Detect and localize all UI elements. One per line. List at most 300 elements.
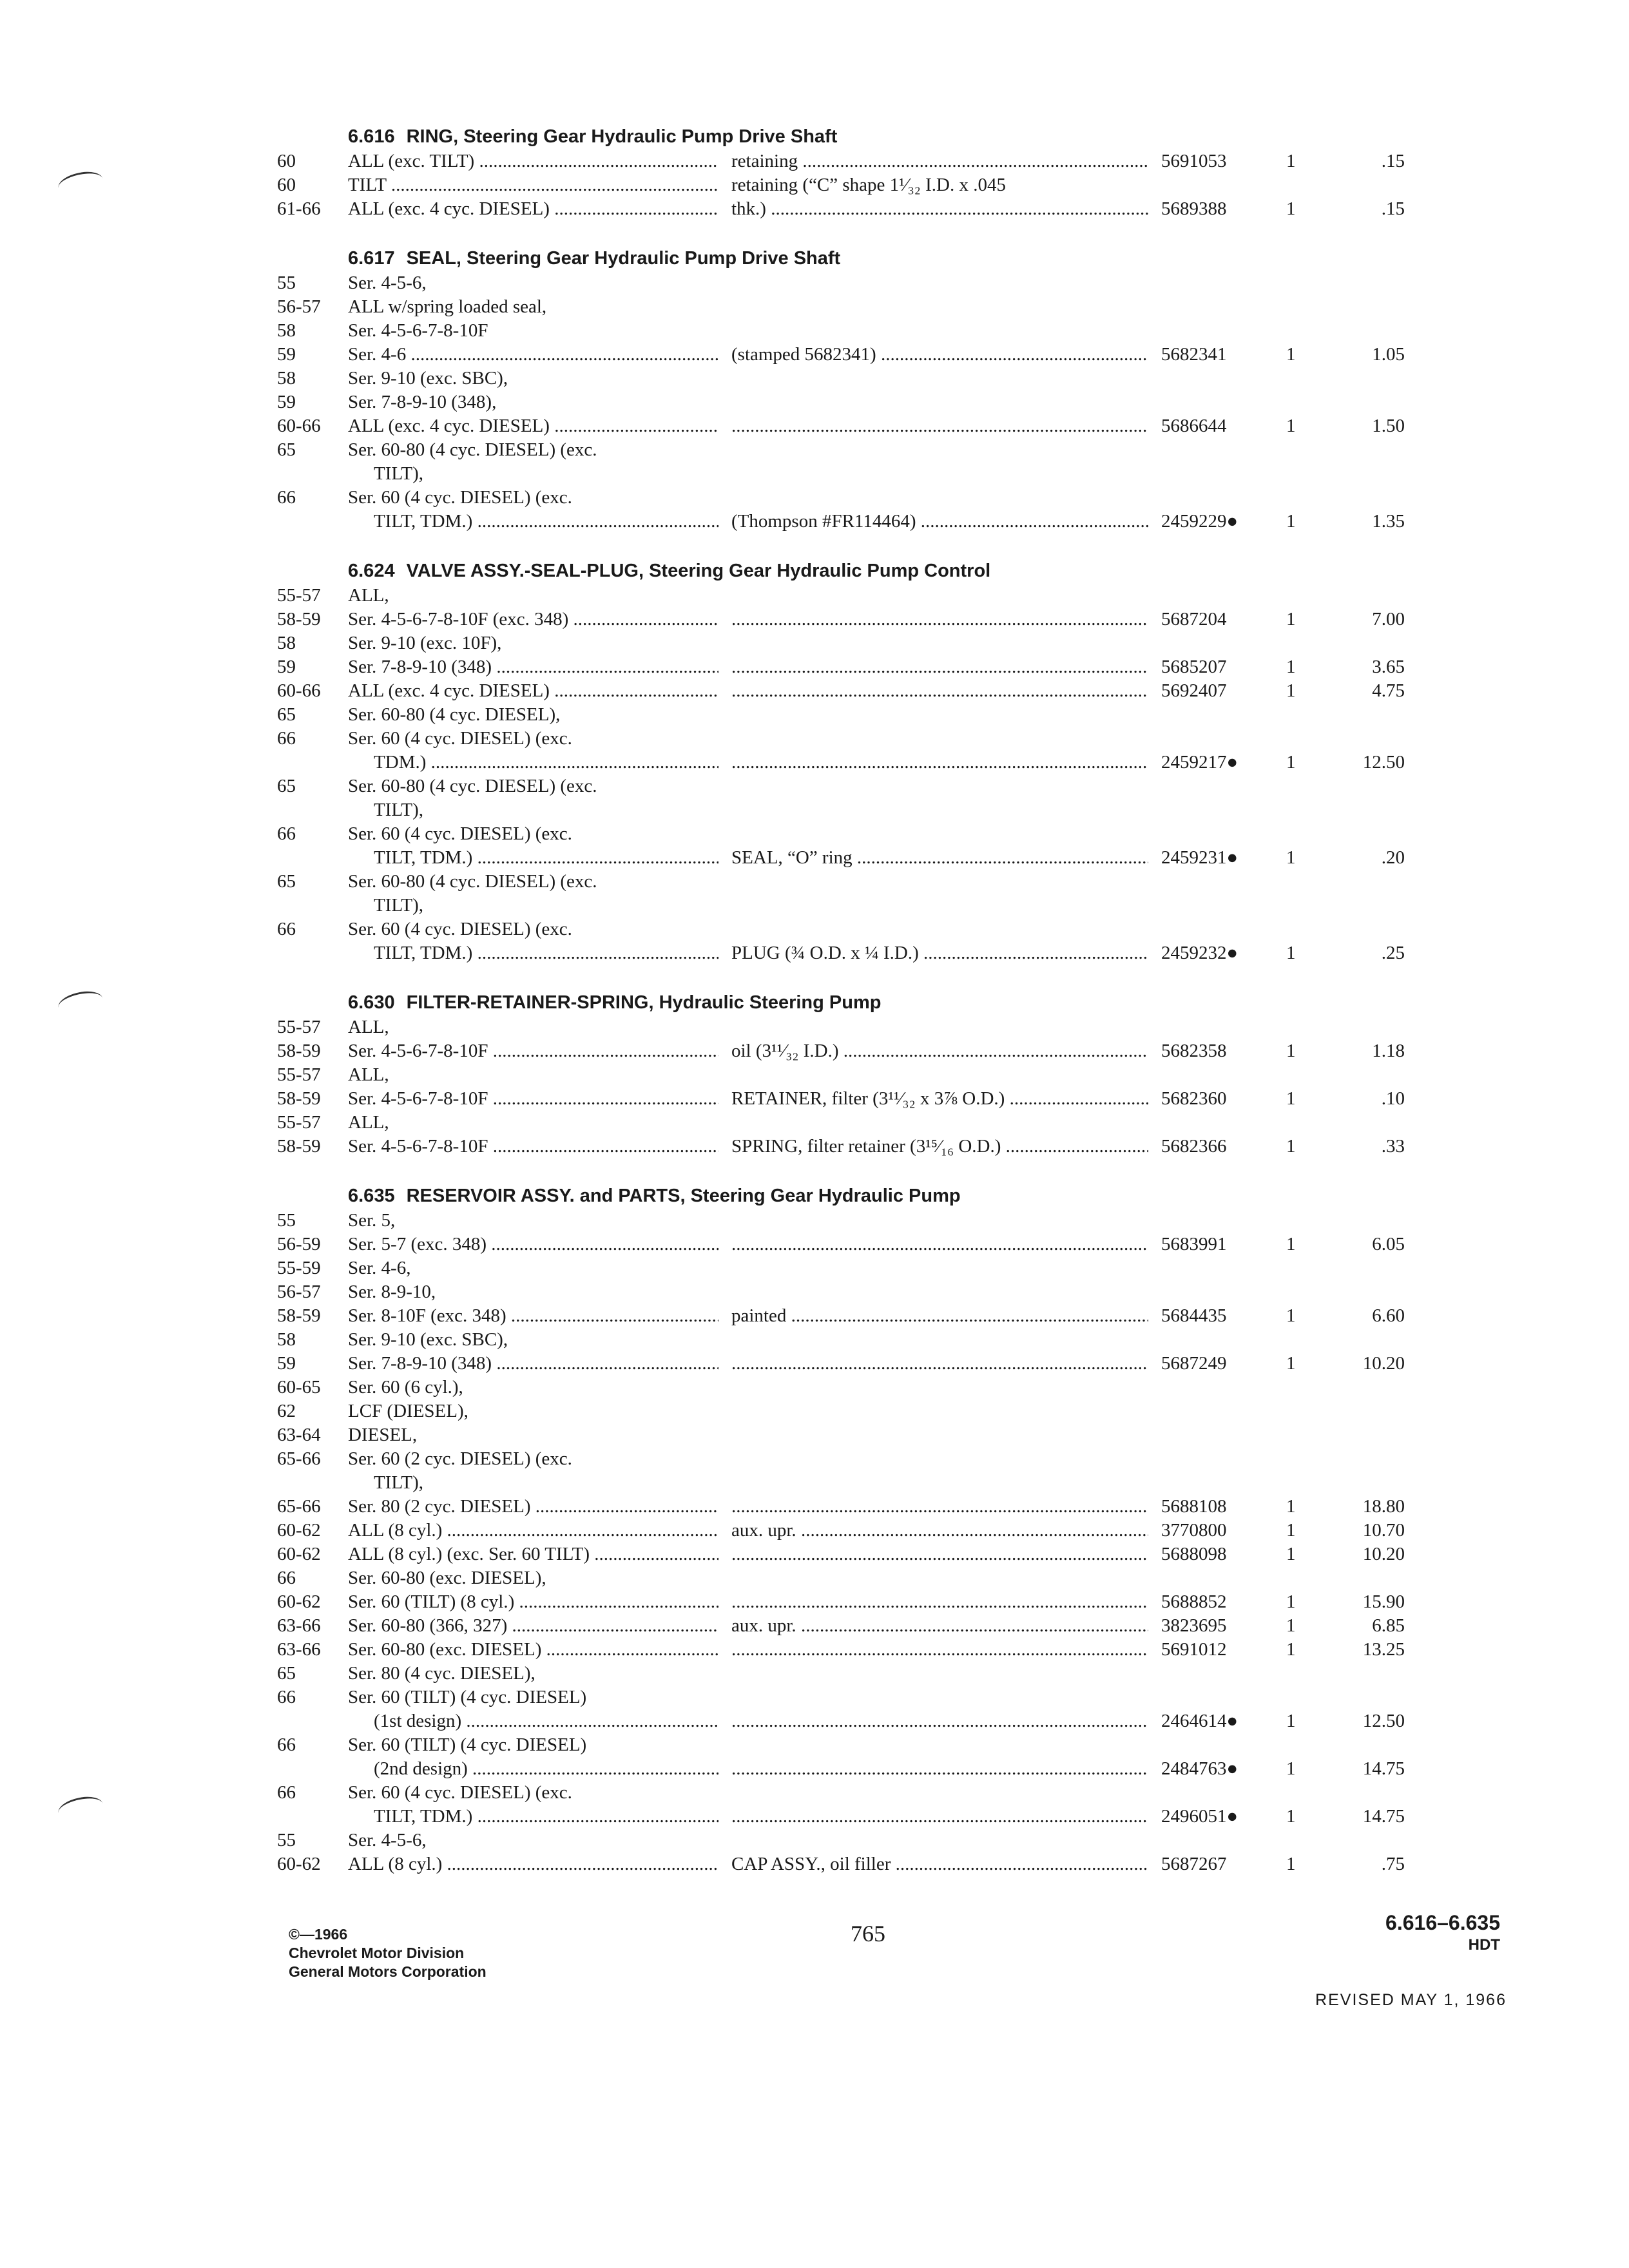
part-number: 3770800 xyxy=(1161,1520,1227,1541)
part-number: 5688098 xyxy=(1161,1544,1227,1564)
part-number: 5687267 xyxy=(1161,1854,1227,1874)
application: TILT ..... xyxy=(348,173,718,197)
model-years: 65-66 xyxy=(277,1496,321,1517)
description: retaining (“C” shape 1¹⁄₃₂ I.D. x .045 xyxy=(731,175,1006,195)
application: Ser. 60 (TILT) (4 cyc. DIESEL) xyxy=(348,1735,587,1755)
quantity: 1 xyxy=(1286,680,1296,701)
parts-row xyxy=(277,703,1540,727)
parts-row xyxy=(277,1805,1540,1829)
part-number: 2459232● xyxy=(1161,943,1239,963)
application: ALL (exc. 4 cyc. DIESEL) ..... xyxy=(348,679,718,703)
parts-row xyxy=(277,774,1540,798)
description: (Thompson #FR114464) ..... xyxy=(731,510,1148,533)
list-price: .10 xyxy=(1381,1088,1405,1109)
application: Ser. 60 (2 cyc. DIESEL) (exc. xyxy=(348,1448,572,1469)
model-years: 66 xyxy=(277,919,296,939)
catalog-section xyxy=(277,1183,1540,1876)
list-price: 6.05 xyxy=(1372,1234,1405,1254)
application: ALL, xyxy=(348,1112,389,1133)
punch-hole-mark xyxy=(56,988,104,1018)
parts-row xyxy=(277,197,1540,221)
application: Ser. 60-80 (4 cyc. DIESEL) (exc. xyxy=(348,871,597,892)
application: Ser. 60 (TILT) (4 cyc. DIESEL) xyxy=(348,1687,587,1707)
model-years: 60 xyxy=(277,175,296,195)
quantity: 1 xyxy=(1286,511,1296,532)
description: CAP ASSY., oil filler ..... xyxy=(731,1852,1148,1876)
parts-row xyxy=(277,655,1540,679)
model-years: 55-57 xyxy=(277,1017,321,1037)
section-range-block xyxy=(1385,1910,1500,1955)
quantity: 1 xyxy=(1286,1496,1296,1517)
part-number: 5691012 xyxy=(1161,1639,1227,1660)
model-years: 66 xyxy=(277,1568,296,1588)
section-number: 6.624 xyxy=(348,561,395,581)
model-years: 65 xyxy=(277,1663,296,1684)
application: ALL, xyxy=(348,1017,389,1037)
parts-row xyxy=(277,1328,1540,1352)
application: ALL (8 cyl.) (exc. Ser. 60 TILT) ..... xyxy=(348,1542,718,1566)
application: Ser. 7-8-9-10 (348), xyxy=(348,392,497,412)
parts-row xyxy=(277,295,1540,319)
application: TILT, TDM.) ..... xyxy=(374,941,718,965)
quantity: 1 xyxy=(1286,609,1296,629)
parts-row xyxy=(277,941,1540,965)
section-title: RESERVOIR ASSY. and PARTS, Steering Gear Hydraulic Pump xyxy=(406,1186,961,1206)
parts-listing xyxy=(277,124,1540,1901)
section-heading xyxy=(348,990,1540,1015)
parts-row xyxy=(277,798,1540,822)
parts-row xyxy=(277,1662,1540,1686)
catalog-section xyxy=(277,558,1540,965)
model-years: 60-65 xyxy=(277,1377,321,1398)
model-years: 55 xyxy=(277,1830,296,1850)
section-number: 6.616 xyxy=(348,126,395,147)
section-heading xyxy=(348,1183,1540,1209)
parts-row xyxy=(277,1111,1540,1135)
parts-row xyxy=(277,822,1540,846)
application: (1st design) ..... xyxy=(374,1709,718,1733)
model-years: 59 xyxy=(277,392,296,412)
application: TILT), xyxy=(374,800,424,820)
division-name: Chevrolet Motor Division xyxy=(289,1945,465,1961)
part-number: 5691053 xyxy=(1161,151,1227,171)
application: Ser. 80 (4 cyc. DIESEL), xyxy=(348,1663,535,1684)
parts-row xyxy=(277,1447,1540,1471)
application: ALL (8 cyl.) ..... xyxy=(348,1852,718,1876)
model-years: 60-62 xyxy=(277,1854,321,1874)
parts-row xyxy=(277,918,1540,941)
application: Ser. 5, xyxy=(348,1210,396,1231)
model-years: 66 xyxy=(277,487,296,508)
parts-row xyxy=(277,1757,1540,1781)
description: retaining ..... xyxy=(731,149,1148,173)
parts-row xyxy=(277,1614,1540,1638)
quantity: 1 xyxy=(1286,198,1296,219)
application: Ser. 4-5-6-7-8-10F (exc. 348) ..... xyxy=(348,608,718,631)
parts-row xyxy=(277,679,1540,703)
description: aux. upr. ..... xyxy=(731,1614,1148,1638)
publisher-block xyxy=(289,1925,487,1981)
application: Ser. 60 (4 cyc. DIESEL) (exc. xyxy=(348,823,572,844)
description xyxy=(731,1805,1148,1829)
parts-row xyxy=(277,1256,1540,1280)
quantity: 1 xyxy=(1286,1854,1296,1874)
parts-row xyxy=(277,1015,1540,1039)
parts-row xyxy=(277,510,1540,533)
model-years: 63-66 xyxy=(277,1615,321,1636)
model-years: 55-57 xyxy=(277,1064,321,1085)
revision-date: REVISED MAY 1, 1966 xyxy=(1315,1991,1507,2009)
application: Ser. 60 (4 cyc. DIESEL) (exc. xyxy=(348,919,572,939)
list-price: 6.60 xyxy=(1372,1305,1405,1326)
part-number: 2459217● xyxy=(1161,752,1239,773)
model-years: 65 xyxy=(277,439,296,460)
part-number: 5687204 xyxy=(1161,609,1227,629)
model-years: 58 xyxy=(277,1329,296,1350)
list-price: .15 xyxy=(1381,198,1405,219)
list-price: 7.00 xyxy=(1372,609,1405,629)
list-price: .33 xyxy=(1381,1136,1405,1157)
model-years: 63-66 xyxy=(277,1639,321,1660)
parts-row xyxy=(277,1733,1540,1757)
parts-row xyxy=(277,1063,1540,1087)
description xyxy=(731,1590,1148,1614)
model-years: 59 xyxy=(277,1353,296,1374)
model-years: 66 xyxy=(277,1782,296,1803)
section-heading xyxy=(348,245,1540,271)
copyright: ©—1966 xyxy=(289,1926,348,1943)
application: ALL, xyxy=(348,1064,389,1085)
application: Ser. 5-7 (exc. 348) ..... xyxy=(348,1233,718,1256)
part-number: 5686644 xyxy=(1161,416,1227,436)
model-years: 55-57 xyxy=(277,1112,321,1133)
list-price: 10.20 xyxy=(1362,1353,1405,1374)
application: Ser. 60-80 (exc. DIESEL), xyxy=(348,1568,546,1588)
section-number: 6.617 xyxy=(348,248,395,269)
quantity: 1 xyxy=(1286,1639,1296,1660)
model-years: 58-59 xyxy=(277,1305,321,1326)
application: ALL (exc. 4 cyc. DIESEL) ..... xyxy=(348,414,718,438)
quantity: 1 xyxy=(1286,151,1296,171)
part-number: 2464614● xyxy=(1161,1711,1239,1731)
quantity: 1 xyxy=(1286,1758,1296,1779)
parts-row xyxy=(277,1566,1540,1590)
description xyxy=(731,1542,1148,1566)
application: Ser. 60-80 (366, 327) ..... xyxy=(348,1614,718,1638)
punch-hole-mark xyxy=(56,168,104,198)
model-years: 63-64 xyxy=(277,1425,321,1445)
application: Ser. 60 (6 cyl.), xyxy=(348,1377,463,1398)
part-number: 5688108 xyxy=(1161,1496,1227,1517)
model-years: 59 xyxy=(277,657,296,677)
quantity: 1 xyxy=(1286,1806,1296,1827)
application: Ser. 4-5-6-7-8-10F ..... xyxy=(348,1087,718,1111)
application: Ser. 7-8-9-10 (348) ..... xyxy=(348,1352,718,1376)
list-price: .25 xyxy=(1381,943,1405,963)
parts-row xyxy=(277,846,1540,870)
model-years: 65 xyxy=(277,871,296,892)
model-years: 59 xyxy=(277,344,296,365)
section-title: RING, Steering Gear Hydraulic Pump Drive Shaft xyxy=(406,126,838,147)
model-years: 65 xyxy=(277,704,296,725)
list-price: 10.70 xyxy=(1362,1520,1405,1541)
model-years: 58 xyxy=(277,368,296,389)
application: Ser. 60 (4 cyc. DIESEL) (exc. xyxy=(348,728,572,749)
parts-row xyxy=(277,870,1540,894)
application: Ser. 80 (2 cyc. DIESEL) ..... xyxy=(348,1495,718,1519)
description: RETAINER, filter (3¹¹⁄₃₂ x 3⅞ O.D.) ..... xyxy=(731,1087,1148,1111)
section-title: FILTER-RETAINER-SPRING, Hydraulic Steering Pump xyxy=(406,992,882,1013)
description: PLUG (¾ O.D. x ¼ I.D.) ..... xyxy=(731,941,1148,965)
parts-row xyxy=(277,319,1540,343)
part-number: 5685207 xyxy=(1161,657,1227,677)
list-price: 4.75 xyxy=(1372,680,1405,701)
part-number: 5682358 xyxy=(1161,1041,1227,1061)
parts-row xyxy=(277,584,1540,608)
model-years: 55-57 xyxy=(277,585,321,606)
application: Ser. 60-80 (4 cyc. DIESEL) (exc. xyxy=(348,439,597,460)
application: TILT), xyxy=(374,895,424,916)
quantity: 1 xyxy=(1286,1136,1296,1157)
quantity: 1 xyxy=(1286,1520,1296,1541)
part-number: 5688852 xyxy=(1161,1591,1227,1612)
section-heading xyxy=(348,124,1540,149)
quantity: 1 xyxy=(1286,752,1296,773)
description: aux. upr. ..... xyxy=(731,1519,1148,1542)
model-years: 66 xyxy=(277,728,296,749)
part-number: 5683991 xyxy=(1161,1234,1227,1254)
application: Ser. 4-5-6-7-8-10F ..... xyxy=(348,1135,718,1158)
model-years: 55 xyxy=(277,273,296,293)
application: Ser. 4-5-6, xyxy=(348,273,427,293)
parts-row xyxy=(277,1423,1540,1447)
application: Ser. 4-6, xyxy=(348,1258,411,1278)
description xyxy=(731,1495,1148,1519)
application: ALL w/spring loaded seal, xyxy=(348,296,547,317)
description xyxy=(731,608,1148,631)
description xyxy=(731,751,1148,774)
parts-row xyxy=(277,1233,1540,1256)
description: oil (3¹¹⁄₃₂ I.D.) ..... xyxy=(731,1039,1148,1063)
application: TILT), xyxy=(374,463,424,484)
application: Ser. 60 (4 cyc. DIESEL) (exc. xyxy=(348,1782,572,1803)
application: Ser. 60 (TILT) (8 cyl.) ..... xyxy=(348,1590,718,1614)
model-years: 65 xyxy=(277,776,296,796)
part-number: 2459231● xyxy=(1161,847,1239,868)
application: DIESEL, xyxy=(348,1425,418,1445)
parts-row xyxy=(277,751,1540,774)
application: TILT, TDM.) ..... xyxy=(374,1805,718,1829)
description: (stamped 5682341) ..... xyxy=(731,343,1148,367)
application: LCF (DIESEL), xyxy=(348,1401,468,1421)
quantity: 1 xyxy=(1286,1234,1296,1254)
parts-row xyxy=(277,1087,1540,1111)
description xyxy=(731,1709,1148,1733)
punch-hole-mark xyxy=(56,1793,104,1823)
parts-row xyxy=(277,1135,1540,1158)
model-years: 56-57 xyxy=(277,1282,321,1302)
list-price: 18.80 xyxy=(1362,1496,1405,1517)
application: Ser. 60-80 (exc. DIESEL) ..... xyxy=(348,1638,718,1662)
parts-row xyxy=(277,1852,1540,1876)
parts-row xyxy=(277,631,1540,655)
model-years: 58-59 xyxy=(277,609,321,629)
quantity: 1 xyxy=(1286,943,1296,963)
section-title: VALVE ASSY.-SEAL-PLUG, Steering Gear Hydraulic Pump Control xyxy=(406,561,991,581)
parts-row xyxy=(277,486,1540,510)
application: (2nd design) ..... xyxy=(374,1757,718,1781)
description: painted ..... xyxy=(731,1304,1148,1328)
quantity: 1 xyxy=(1286,657,1296,677)
parts-row xyxy=(277,462,1540,486)
model-years: 60-66 xyxy=(277,416,321,436)
list-price: 1.18 xyxy=(1372,1041,1405,1061)
application: ALL (8 cyl.) ..... xyxy=(348,1519,718,1542)
section-number: 6.630 xyxy=(348,992,395,1013)
model-years: 66 xyxy=(277,1687,296,1707)
part-number: 5689388 xyxy=(1161,198,1227,219)
parts-row xyxy=(277,1039,1540,1063)
parts-row xyxy=(277,1471,1540,1495)
application: Ser. 8-10F (exc. 348) ..... xyxy=(348,1304,718,1328)
parts-row xyxy=(277,1590,1540,1614)
application: Ser. 8-9-10, xyxy=(348,1282,436,1302)
application: Ser. 60-80 (4 cyc. DIESEL), xyxy=(348,704,561,725)
model-years: 61-66 xyxy=(277,198,321,219)
list-price: 3.65 xyxy=(1372,657,1405,677)
model-years: 58 xyxy=(277,320,296,341)
parts-row xyxy=(277,1638,1540,1662)
quantity: 1 xyxy=(1286,1088,1296,1109)
description xyxy=(731,1638,1148,1662)
description xyxy=(731,1233,1148,1256)
application: Ser. 4-5-6, xyxy=(348,1830,427,1850)
list-price: 1.50 xyxy=(1372,416,1405,436)
quantity: 1 xyxy=(1286,344,1296,365)
application: ALL, xyxy=(348,585,389,606)
model-years: 60-62 xyxy=(277,1591,321,1612)
quantity: 1 xyxy=(1286,1615,1296,1636)
part-number: 2496051● xyxy=(1161,1806,1239,1827)
parts-row xyxy=(277,1519,1540,1542)
description: thk.) ..... xyxy=(731,197,1148,221)
list-price: 14.75 xyxy=(1362,1758,1405,1779)
parts-row xyxy=(277,1280,1540,1304)
parts-row xyxy=(277,414,1540,438)
page-number: 765 xyxy=(851,1921,885,1946)
description xyxy=(731,655,1148,679)
parts-row xyxy=(277,271,1540,295)
model-years: 58 xyxy=(277,633,296,653)
parts-row xyxy=(277,1709,1540,1733)
parts-row xyxy=(277,1399,1540,1423)
list-price: 10.20 xyxy=(1362,1544,1405,1564)
list-price: 12.50 xyxy=(1362,752,1405,773)
description xyxy=(731,679,1148,703)
description xyxy=(731,414,1148,438)
application: TDM.) ..... xyxy=(374,751,718,774)
part-number: 5682341 xyxy=(1161,344,1227,365)
model-years: 58-59 xyxy=(277,1136,321,1157)
list-price: 12.50 xyxy=(1362,1711,1405,1731)
application: ALL (exc. 4 cyc. DIESEL) ..... xyxy=(348,197,718,221)
parts-row xyxy=(277,1686,1540,1709)
parts-row xyxy=(277,149,1540,173)
list-price: 1.05 xyxy=(1372,344,1405,365)
application: Ser. 4-5-6-7-8-10F xyxy=(348,320,488,341)
catalog-section xyxy=(277,124,1540,221)
list-price: 6.85 xyxy=(1372,1615,1405,1636)
list-price: 1.35 xyxy=(1372,511,1405,532)
list-price: 14.75 xyxy=(1362,1806,1405,1827)
section-heading xyxy=(348,558,1540,584)
parts-row xyxy=(277,1829,1540,1852)
model-years: 60-66 xyxy=(277,680,321,701)
section-range: 6.616–6.635 xyxy=(1385,1911,1500,1934)
part-number: 3823695 xyxy=(1161,1615,1227,1636)
model-years: 55-59 xyxy=(277,1258,321,1278)
parts-row xyxy=(277,1376,1540,1399)
application: Ser. 4-5-6-7-8-10F ..... xyxy=(348,1039,718,1063)
section-number: 6.635 xyxy=(348,1186,395,1206)
model-years: 66 xyxy=(277,823,296,844)
application: Ser. 9-10 (exc. 10F), xyxy=(348,633,502,653)
part-number: 5682360 xyxy=(1161,1088,1227,1109)
application: TILT, TDM.) ..... xyxy=(374,510,718,533)
model-years: 55 xyxy=(277,1210,296,1231)
model-years: 58-59 xyxy=(277,1041,321,1061)
catalog-section xyxy=(277,245,1540,533)
application: TILT), xyxy=(374,1472,424,1493)
application: Ser. 9-10 (exc. SBC), xyxy=(348,368,508,389)
application: Ser. 60-80 (4 cyc. DIESEL) (exc. xyxy=(348,776,597,796)
model-years: 62 xyxy=(277,1401,296,1421)
list-price: 13.25 xyxy=(1362,1639,1405,1660)
section-title: SEAL, Steering Gear Hydraulic Pump Drive Shaft xyxy=(406,248,841,269)
application: Ser. 60 (4 cyc. DIESEL) (exc. xyxy=(348,487,572,508)
quantity: 1 xyxy=(1286,416,1296,436)
part-number: 5684435 xyxy=(1161,1305,1227,1326)
application: TILT, TDM.) ..... xyxy=(374,846,718,870)
model-years: 65-66 xyxy=(277,1448,321,1469)
model-years: 58-59 xyxy=(277,1088,321,1109)
catalog-code: HDT xyxy=(1468,1936,1500,1954)
part-number: 5687249 xyxy=(1161,1353,1227,1374)
quantity: 1 xyxy=(1286,847,1296,868)
parts-row xyxy=(277,1209,1540,1233)
model-years: 60-62 xyxy=(277,1520,321,1541)
quantity: 1 xyxy=(1286,1591,1296,1612)
application: Ser. 4-6 ..... xyxy=(348,343,718,367)
model-years: 60 xyxy=(277,151,296,171)
model-years: 56-57 xyxy=(277,296,321,317)
parts-row xyxy=(277,1352,1540,1376)
list-price: .20 xyxy=(1381,847,1405,868)
part-number: 5682366 xyxy=(1161,1136,1227,1157)
application: Ser. 7-8-9-10 (348) ..... xyxy=(348,655,718,679)
description xyxy=(731,1352,1148,1376)
part-number: 5692407 xyxy=(1161,680,1227,701)
quantity: 1 xyxy=(1286,1305,1296,1326)
parts-row xyxy=(277,1495,1540,1519)
parts-row xyxy=(277,1781,1540,1805)
list-price: 15.90 xyxy=(1362,1591,1405,1612)
application: ALL (exc. TILT) ..... xyxy=(348,149,718,173)
quantity: 1 xyxy=(1286,1711,1296,1731)
list-price: .15 xyxy=(1381,151,1405,171)
part-number: 2484763● xyxy=(1161,1758,1239,1779)
description: SEAL, “O” ring ..... xyxy=(731,846,1148,870)
